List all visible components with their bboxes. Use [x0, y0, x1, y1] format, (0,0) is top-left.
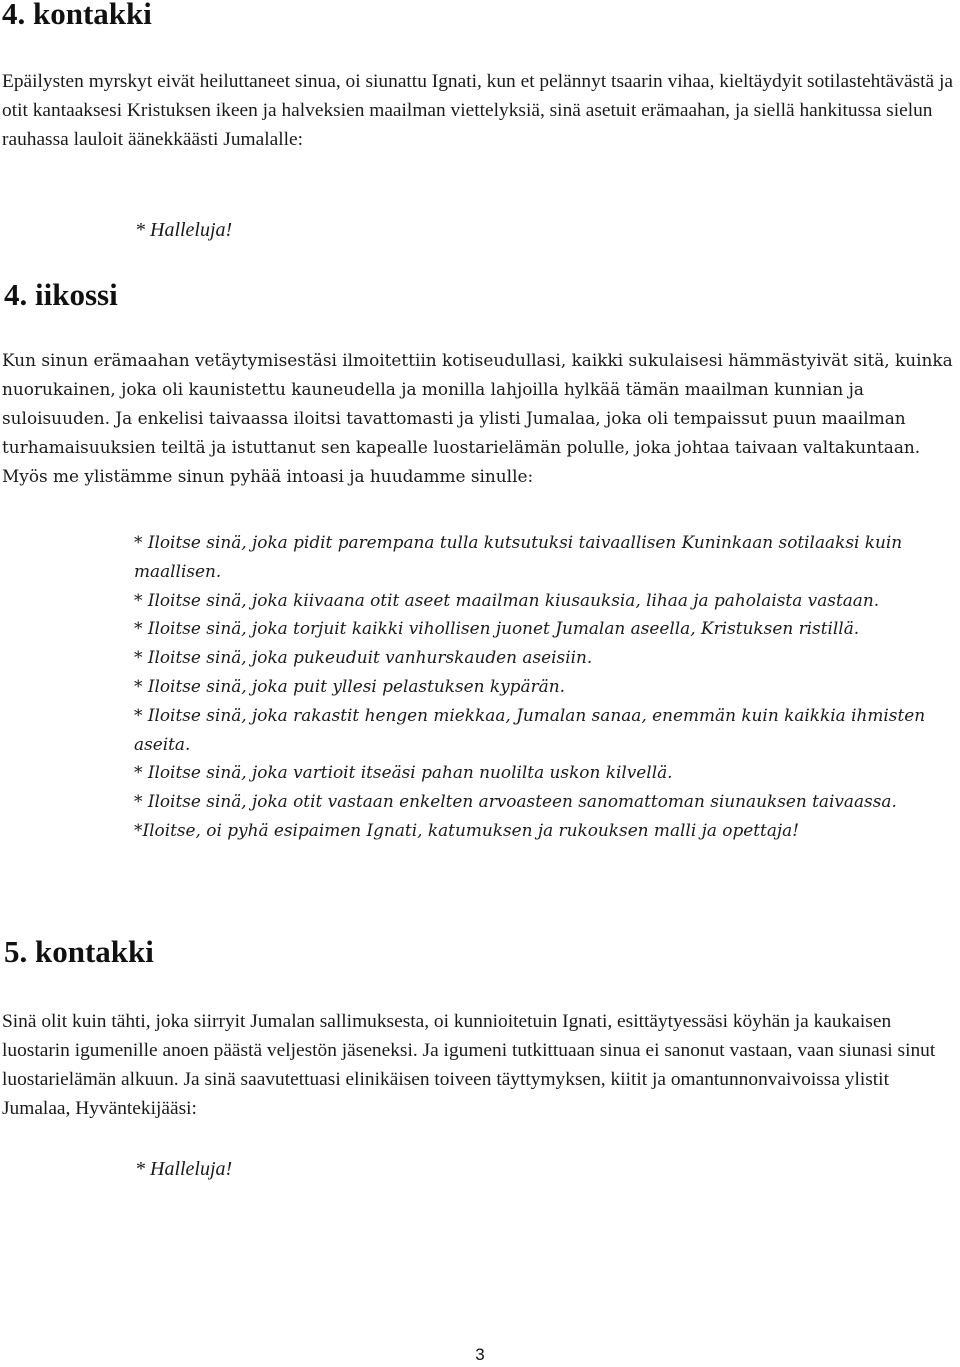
praise-list — [134, 528, 960, 845]
praise-line: * Iloitse sinä, joka otit vastaan enkelten arvoasteen sanomattoman siunauksen taivaassa. — [134, 791, 897, 812]
iikossi-4-text: Kun sinun erämaahan vetäytymisestäsi ilmoitettiin kotiseudullasi, kaikki sukulaisesi hämmästyivät sitä, kuinka nuorukainen, joka oli kaunistettu kauneudella ja monilla lahjoilla hylkää tämän maailman kunnian ja suloisuuden. Ja enkelisi taivaassa iloitsi tavattomasti ja ylisti Jumalaa, joka oli tempaissut puun maailman turhamaisuuksien teiltä ja istuttanut sen kapealle luostarielämän polulle, joka johtaa taivaan valtakuntaan. Myös me ylistämme sinun pyhää intoasi ja huudamme sinulle: — [2, 350, 953, 486]
praise-line: * Iloitse sinä, joka vartioit itseäsi pahan nuolilta uskon kilvellä. — [134, 762, 673, 783]
kontakki-4-text: Epäilysten myrskyt eivät heiluttaneet sinua, oi siunattu Ignati, kun et pelännyt tsaarin vihaa, kieltäydyit sotilastehtävästä ja otit kantaaksesi Kristuksen ikeen ja halveksien maailman viettelyksiä, sinä asetuit erämaahan, ja siellä hankitussa sielun rauhassa lauloit äänekkäästi Jumalalle: — [2, 71, 953, 150]
page-number: 3 — [475, 1345, 485, 1364]
praise-line: * Iloitse sinä, joka pukeuduit vanhurskauden aseisiin. — [134, 647, 593, 668]
praise-line: * Iloitse sinä, joka puit yllesi pelastuksen kypärän. — [134, 675, 565, 696]
section-title-kontakki-5: 5. kontakki — [4, 934, 154, 969]
praise-line: * Iloitse sinä, joka torjuit kaikki vihollisen juonet Jumalan aseella, Kristuksen ristillä. — [134, 618, 860, 639]
refrain-halleluja: * Halleluja! — [135, 219, 233, 241]
praise-line: * Iloitse sinä, joka kiivaana otit aseet maailman kiusauksia, lihaa ja paholaista vastaan. — [134, 589, 880, 610]
praise-line: * Iloitse sinä, joka pidit parempana tulla kutsutuksi taivaallisen Kuninkaan sotilaaksi kuin maallisen. — [134, 532, 903, 581]
kontakki-5-text: Sinä olit kuin tähti, joka siirryit Jumalan sallimuksesta, oi kunnioitetuin Ignati, esittäytyessäsi köyhän ja kaukaisen luostarin igumenille anoen päästä veljestön jäseneksi. Ja igumeni tutkittuaan sinua ei sanonut vastaan, vaan siunasi sinut luostarielämän alkuun. Ja sinä saavutettuasi elinikäisen toiveen täyttymyksen, kiitit ja omantunnonvaivoissa ylistit Jumalaa, Hyväntekijääsi: — [2, 1011, 936, 1119]
refrain-halleluja: * Halleluja! — [135, 1158, 233, 1180]
section-title-kontakki-4: 4. kontakki — [2, 0, 152, 31]
praise-line: *Iloitse, oi pyhä esipaimen Ignati, katumuksen ja rukouksen malli ja opettaja! — [134, 819, 799, 840]
praise-line: * Iloitse sinä, joka rakastit hengen miekkaa, Jumalan sanaa, enemmän kuin kaikkia ihmisten aseita. — [134, 704, 926, 754]
section-title-iikossi-4: 4. iikossi — [4, 277, 118, 312]
